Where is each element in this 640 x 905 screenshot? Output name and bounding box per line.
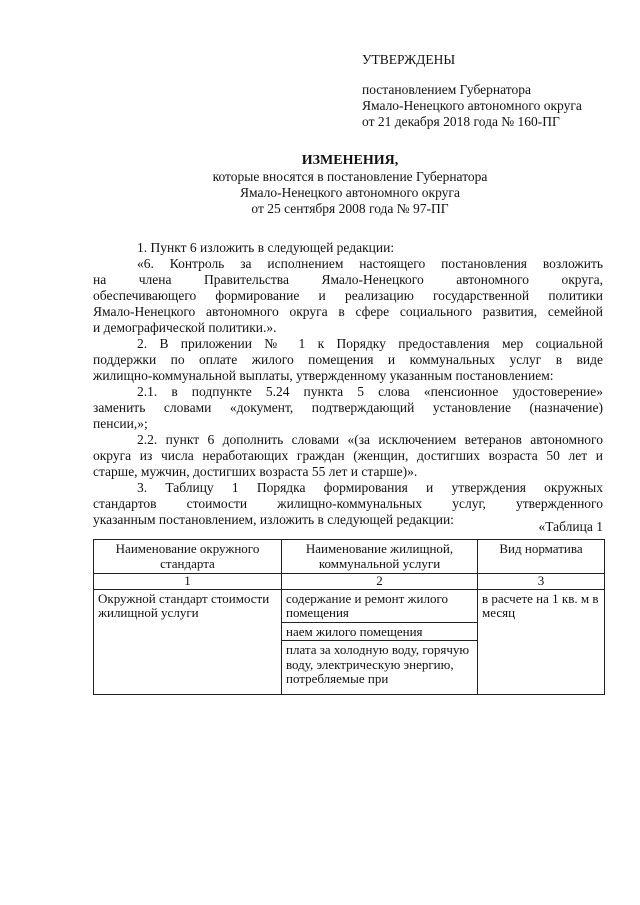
item-1-text-l1: «6. Контроль за исполнением настоящего постановления возложить <box>137 256 603 271</box>
item-2-l2: поддержки по оплате жилого помещения и коммунальных услуг в виде <box>93 352 603 367</box>
item-3-l2: стандартов стоимости жилищно-коммунальных услуг, утвержденного <box>93 496 603 511</box>
table-header-row <box>94 540 605 574</box>
column-number: 1 <box>94 574 282 590</box>
item-3-l1: 3. Таблицу 1 Порядка формирования и утверждения окружных <box>137 480 603 495</box>
item-2-1-l2: заменить словами «документ, подтверждающий установление (назначение) <box>93 400 603 415</box>
table-header: Наименование жилищной, коммунальной услуги <box>282 540 478 574</box>
service-item: плата за холодную воду, горячую воду, электрическую энергию, потребляемые при <box>286 642 470 686</box>
services-cell <box>282 589 478 694</box>
table-row <box>94 589 605 694</box>
item-1-text-l2: на члена Правительства Ямало-Ненецкого автономного округа, <box>93 272 603 287</box>
standard-name-cell: Окружной стандарт стоимости жилищной услуги <box>94 589 282 694</box>
approval-line1: постановлением Губернатора <box>362 82 531 97</box>
norm-cell: в расчете на 1 кв. м в месяц <box>478 589 605 694</box>
table-number-row <box>94 574 605 590</box>
item-2-2-l3: старше, мужчин, достигших возраста 55 лет и старше)». <box>93 464 418 479</box>
item-2-2-l2: округа из числа неработающих граждан (женщин, достигших возраста 50 лет и <box>93 448 603 463</box>
table-header: Вид норматива <box>478 540 605 574</box>
item-2-1-l1: 2.1. в подпункте 5.24 пункта 5 слова «пенсионное удостоверение» <box>137 384 603 399</box>
doc-subtitle-3: от 25 сентября 2008 года № 97-ПГ <box>251 201 449 216</box>
approval-line3: от 21 декабря 2018 года № 160-ПГ <box>362 114 560 129</box>
column-number: 3 <box>478 574 605 590</box>
table-header: Наименование окружного стандарта <box>94 540 282 574</box>
service-item: содержание и ремонт жилого помещения <box>282 592 477 623</box>
item-1-text-l4: Ямало-Ненецкого автономного округа в сфере социального развития, семейной <box>93 304 603 319</box>
approval-heading: УТВЕРЖДЕНЫ <box>362 52 456 67</box>
item-1-text-l5: и демографической политики.». <box>93 320 277 335</box>
approval-line2: Ямало-Ненецкого автономного округа <box>362 98 582 113</box>
item-2-1-l3: пенсии,»; <box>93 416 148 431</box>
doc-title: ИЗМЕНЕНИЯ, <box>301 153 399 168</box>
standards-table <box>93 539 605 695</box>
item-2-2-l1: 2.2. пункт 6 дополнить словами «(за исключением ветеранов автономного <box>137 432 603 447</box>
doc-subtitle-1: которые вносятся в постановление Губернатора <box>212 169 488 184</box>
item-2-l3: жилищно-коммунальной выплаты, утвержденному указанным постановлением: <box>93 368 554 383</box>
doc-subtitle-2: Ямало-Ненецкого автономного округа <box>240 185 460 200</box>
table-label: «Таблица 1 <box>538 519 603 534</box>
item-2-l1: 2. В приложении № 1 к Порядку предоставления мер социальной <box>137 336 603 351</box>
column-number: 2 <box>282 574 478 590</box>
item-1-text-l3: обеспечивающего формирование и реализацию государственной политики <box>93 288 603 303</box>
item-3-l3: указанным постановлением, изложить в следующей редакции: <box>93 512 454 527</box>
item-1: 1. Пункт 6 изложить в следующей редакции: <box>137 240 395 255</box>
service-item: наем жилого помещения <box>282 625 477 642</box>
